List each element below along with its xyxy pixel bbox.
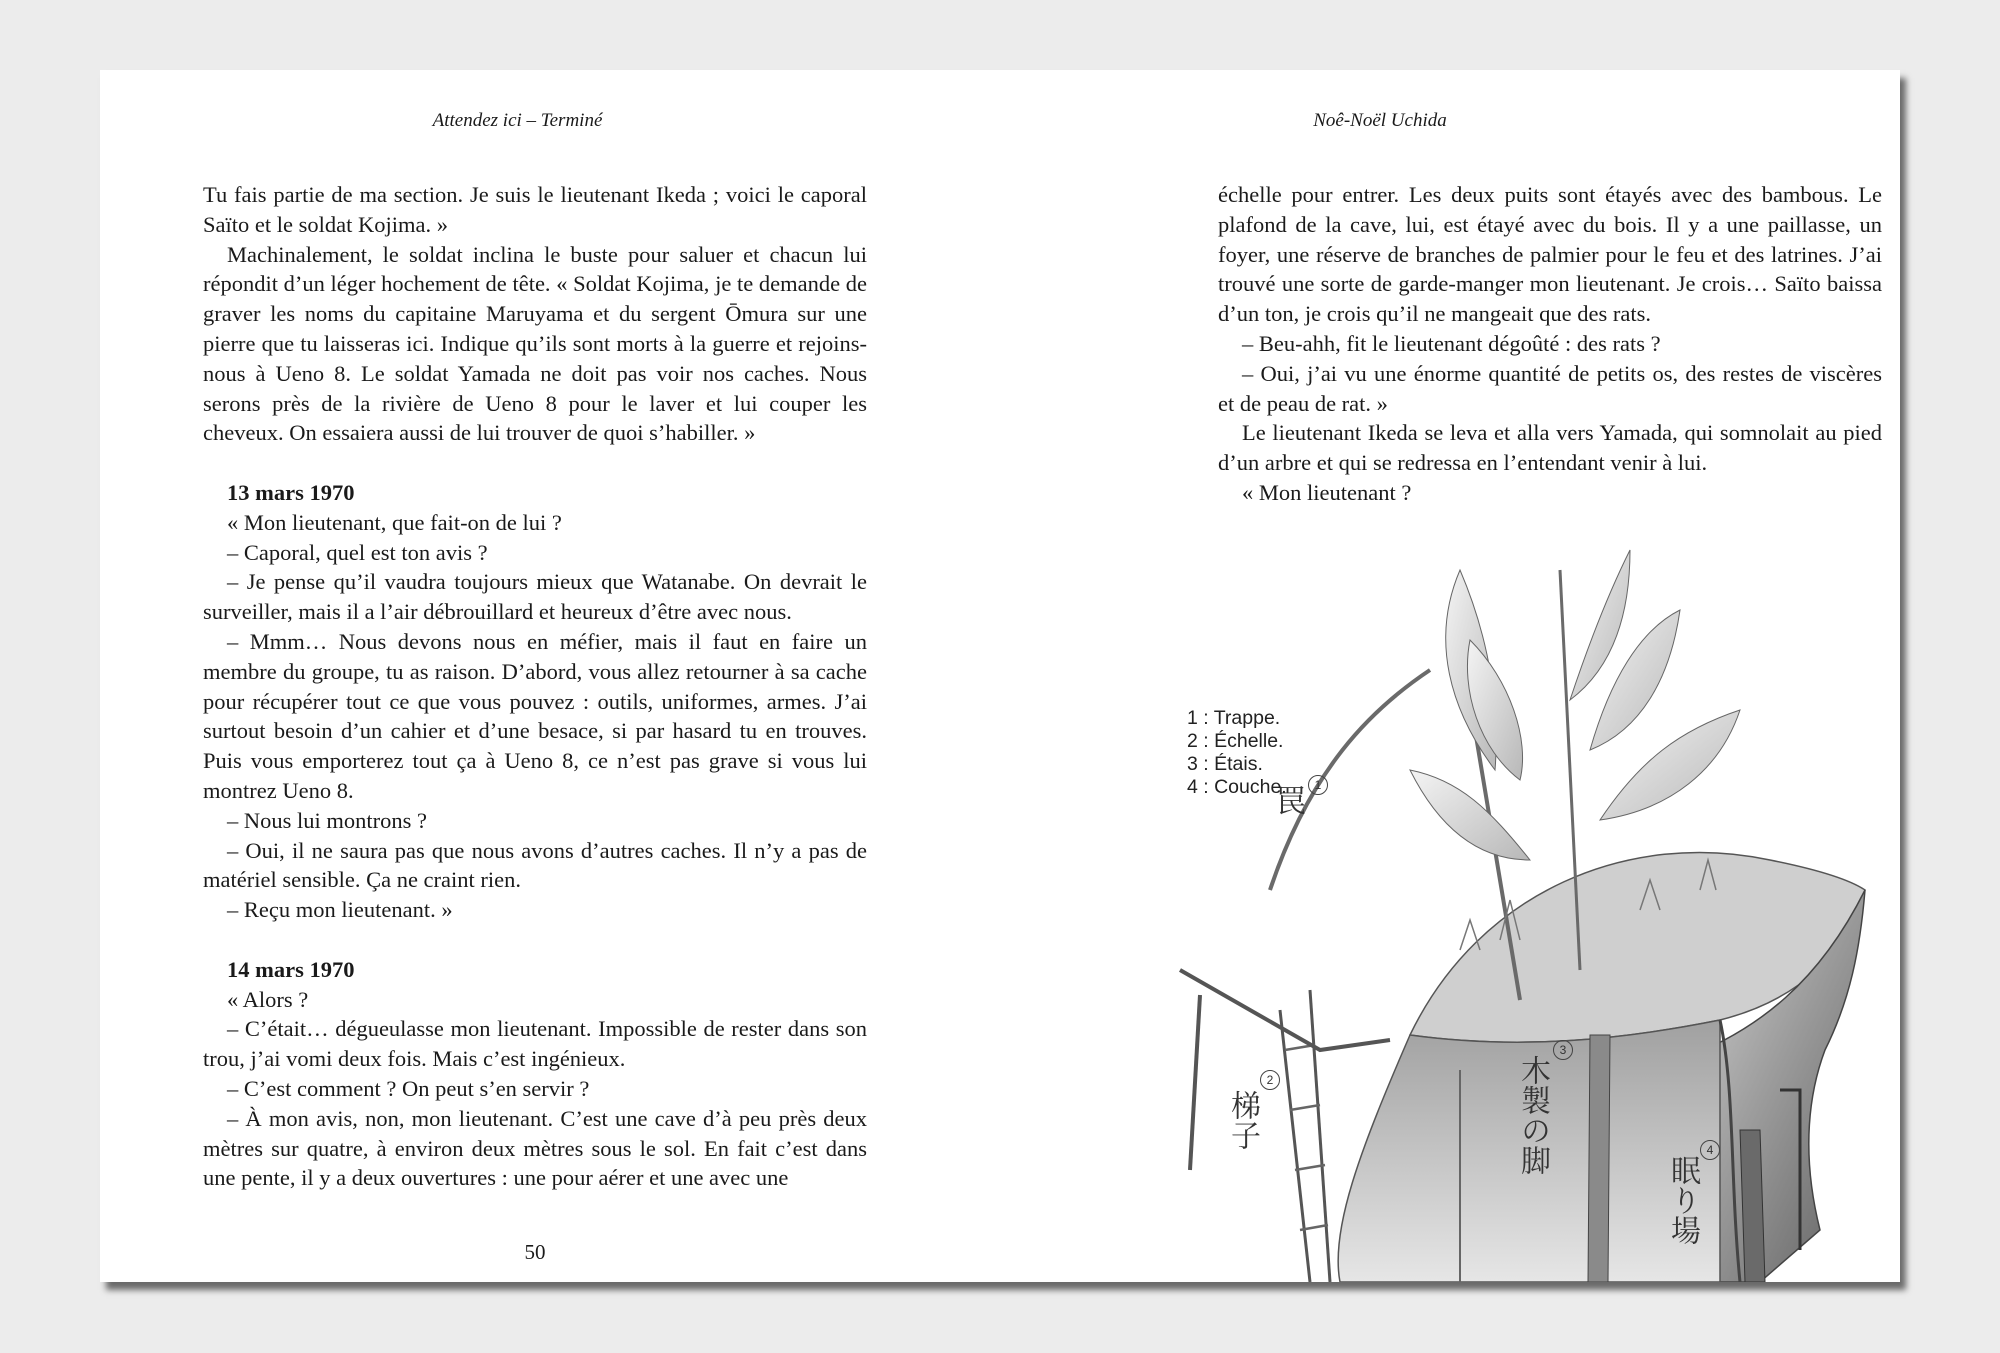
left-running-head: Attendez ici – Terminé [432, 110, 603, 131]
marker-2: 2 [1260, 1070, 1280, 1090]
legend-item: 2 : Échelle. [1187, 730, 1284, 752]
paragraph: – C’était… dégueulasse mon lieutenant. Impossible de rester dans son trou, j’ai vomi deux fois. Mais c’est ingénieux. [203, 1016, 867, 1072]
legend-item: 4 : Couche. [1187, 776, 1287, 798]
date-heading: 14 mars 1970 [227, 956, 355, 982]
paragraph: – Mmm… Nous devons nous en méfier, mais il faut en faire un membre du groupe, tu as raison. D’abord, vous allez retourner à sa cache pour récupérer tout ce que vous pouvez : outils, uniformes, armes. J’ai surtout besoin d’un cahier et d’une besace, si par hasard tu en trouves. Puis vous emporterez tout ça à Ueno 8, ce n’est pas grave si vous lui montrez Ueno 8. [203, 628, 867, 803]
book-spread [100, 70, 1900, 1282]
marker-4: 4 [1700, 1140, 1720, 1160]
paragraph: « Alors ? [227, 986, 309, 1012]
kanji-trap-label: 罠 [1270, 785, 1305, 815]
paragraph: – Beu-ahh, fit le lieutenant dégoûté : des rats ? [1242, 330, 1661, 356]
paragraph: Machinalement, le soldat inclina le buste pour saluer et chacun lui répondit d’un léger hochement de tête. « Soldat Kojima, je te demande de graver les noms du capitaine Maruyama et du sergent Ōmura sur une pierre que tu laisseras ici. Indique qu’ils sont morts à la guerre et rejoins-nous à Ueno 8. Le soldat Yamada ne doit pas voir nos caches. Nous serons près de la rivière de Ueno 8 pour le laver et lui couper les cheveux. On essaiera aussi de lui trouver de quoi s’habiller. » [203, 241, 867, 446]
marker-3: 3 [1553, 1040, 1573, 1060]
kanji-ladder-label: 梯子 [1225, 1090, 1260, 1150]
paragraph: – Oui, il ne saura pas que nous avons d’autres caches. Il n’y a pas de matériel sensible. Ça ne craint rien. [203, 837, 867, 893]
paragraph: – Nous lui montrons ? [227, 807, 427, 833]
paragraph: – À mon avis, non, mon lieutenant. C’est une cave d’à peu près deux mètres sur quatre, à environ deux mètres sous le sol. En fait c’est dans une pente, il y a deux ouvertures : une pour aérer et une avec une [203, 1105, 867, 1191]
paragraph: échelle pour entrer. Les deux puits sont étayés avec des bambous. Le plafond de la cave, lui, est étayé avec du bois. Il y a une paillasse, un foyer, une réserve de branches de palmier pour le feu et des latrines. J’ai trouvé une sorte de garde-manger mon lieutenant. Je crois… Saïto baissa d’un ton, je crois qu’il ne mangeait que des rats. [1218, 182, 1882, 327]
cave-illustration [1160, 530, 1880, 1282]
page-number: 50 [524, 1240, 546, 1264]
paragraph: – Oui, j’ai vu une énorme quantité de petits os, des restes de viscères et de peau de rat. » [1218, 360, 1882, 416]
paragraph: – Reçu mon lieutenant. » [227, 897, 453, 923]
left-page [100, 70, 1000, 1282]
legend-item: 1 : Trappe. [1187, 707, 1281, 729]
paragraph: « Mon lieutenant ? [1242, 479, 1412, 505]
paragraph: – Je pense qu’il vaudra toujours mieux que Watanabe. On devrait le surveiller, mais il a l’air débrouillard et heureux d’être avec nous. [203, 569, 867, 625]
left-text-block [203, 180, 867, 1193]
marker-1: 1 [1308, 775, 1328, 795]
right-text-block [1218, 180, 1882, 508]
paragraph: – Caporal, quel est ton avis ? [227, 539, 488, 565]
paragraph: « Mon lieutenant, que fait-on de lui ? [227, 509, 562, 535]
date-heading: 13 mars 1970 [227, 479, 355, 505]
illustration-legend [1187, 707, 1287, 799]
kanji-support-label: 木製の脚 [1515, 1055, 1550, 1175]
paragraph: Tu fais partie de ma section. Je suis le lieutenant Ikeda ; voici le caporal Saïto et le soldat Kojima. » [203, 182, 867, 237]
paragraph: Le lieutenant Ikeda se leva et alla vers Yamada, qui somnolait au pied d’un arbre et qui se redressa en l’entendant venir à lui. [1218, 420, 1882, 476]
right-page [1000, 70, 1900, 1282]
right-running-head: Noê-Noël Uchida [1313, 110, 1447, 131]
paragraph: – C’est comment ? On peut s’en servir ? [227, 1075, 590, 1101]
kanji-bed-label: 眠り場 [1665, 1155, 1700, 1245]
legend-item: 3 : Étais. [1187, 753, 1263, 775]
